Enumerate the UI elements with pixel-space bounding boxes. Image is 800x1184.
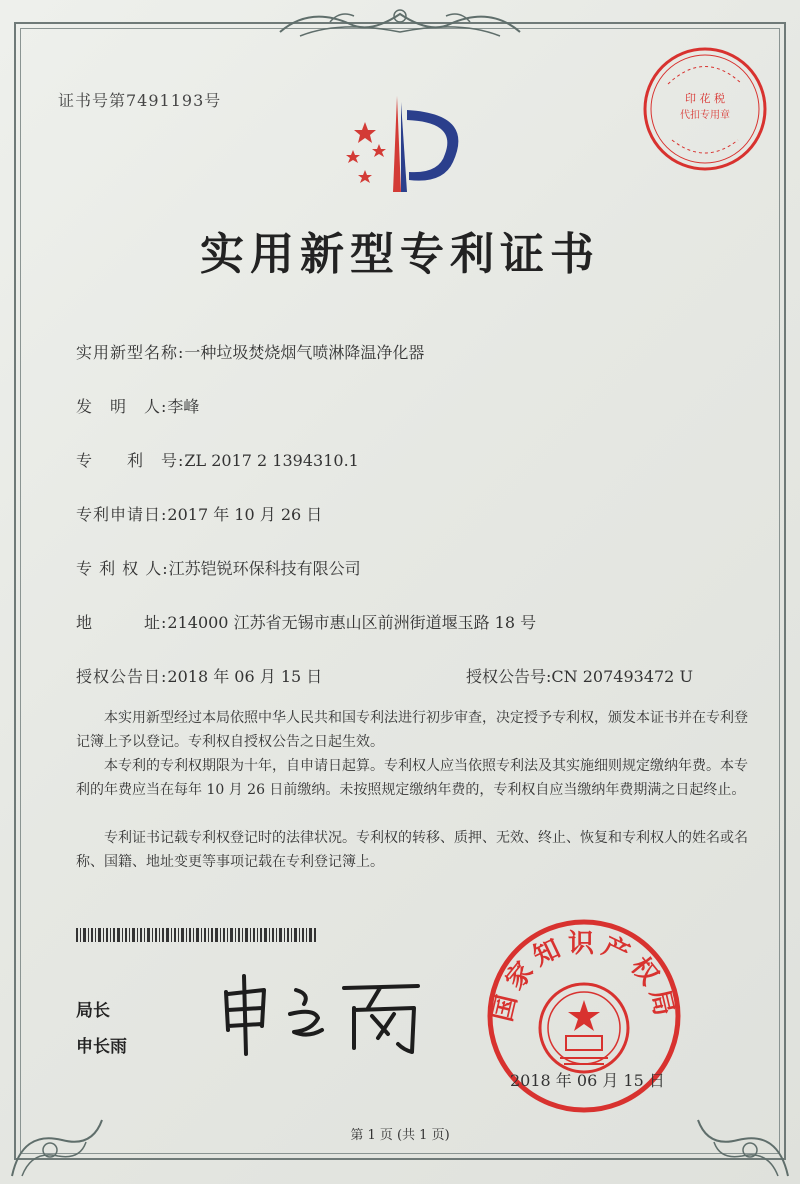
patentee-label: 专 利 权 人: xyxy=(76,559,169,578)
grant-number-value: CN 207493472 U xyxy=(551,667,693,686)
grant-date-label: 授权公告日: xyxy=(76,667,168,686)
filing-date-value: 2017 年 10 月 26 日 xyxy=(167,505,323,524)
grant-date-row xyxy=(76,664,322,687)
top-ornament-icon xyxy=(270,2,530,48)
director-title: 局长 xyxy=(76,1001,110,1021)
svg-text:印 花 税: 印 花 税 xyxy=(685,92,725,105)
director-name: 申长雨 xyxy=(76,1037,127,1057)
inventor-label: 发 明 人: xyxy=(76,397,168,416)
grant-number-row xyxy=(466,664,693,687)
grant-number-label: 授权公告号: xyxy=(466,667,552,686)
paragraph-term: 本专利的专利权期限为十年，自申请日起算。专利权人应当依照专利法及其实施细则规定缴纳年费。本专利的年费应当在每年 10 月 26 日前缴纳。未按照规定缴纳年费的，专利权自应当缴纳年费期满之日起终止。 xyxy=(76,758,748,798)
certificate-number: 证书号第7491193号 xyxy=(58,91,222,110)
utility-model-name-label: 实用新型名称: xyxy=(76,343,185,362)
grant-date-value: 2018 年 06 月 15 日 xyxy=(167,667,323,686)
patentee-value: 江苏铠锐环保科技有限公司 xyxy=(168,559,361,578)
tax-seal-icon xyxy=(640,44,770,174)
paragraph-grant: 本实用新型经过本局依照中华人民共和国专利法进行初步审查，决定授予专利权，颁发本证书并在专利登记簿上予以登记。专利权自授权公告之日起生效。 xyxy=(76,710,748,750)
paragraph-legal-status: 专利证书记载专利权登记时的法律状况。专利权的转移、质押、无效、终止、恢复和专利权人的姓名或名称、国籍、地址变更等事项记载在专利登记簿上。 xyxy=(76,830,748,870)
patentee-row xyxy=(76,556,361,579)
director-signature-icon xyxy=(218,968,428,1058)
address-row xyxy=(76,610,536,633)
inventor-value: 李峰 xyxy=(167,397,200,416)
address-label: 地 址: xyxy=(76,613,168,632)
patent-number-label: 专 利 号: xyxy=(76,451,185,470)
filing-date-row xyxy=(76,502,322,525)
address-value: 214000 江苏省无锡市惠山区前洲街道堰玉路 18 号 xyxy=(167,613,537,632)
svg-text:代扣专用章: 代扣专用章 xyxy=(680,110,730,121)
seal-date: 2018 年 06 月 15 日 xyxy=(510,1071,665,1090)
barcode-icon xyxy=(76,928,316,942)
seal-text: 国家知识产权局 xyxy=(487,929,681,1025)
patent-number-row xyxy=(76,448,359,471)
patent-office-logo-icon xyxy=(335,92,475,202)
filing-date-label: 专利申请日: xyxy=(76,505,168,524)
page-number: 第 1 页 (共 1 页) xyxy=(350,1128,450,1143)
patent-number-value: ZL 2017 2 1394310.1 xyxy=(184,451,359,470)
certificate-title: 实用新型专利证书 xyxy=(200,229,600,280)
inventor-row xyxy=(76,394,199,417)
utility-model-name-value: 一种垃圾焚烧烟气喷淋降温净化器 xyxy=(184,343,425,362)
utility-model-name-row xyxy=(76,340,424,363)
